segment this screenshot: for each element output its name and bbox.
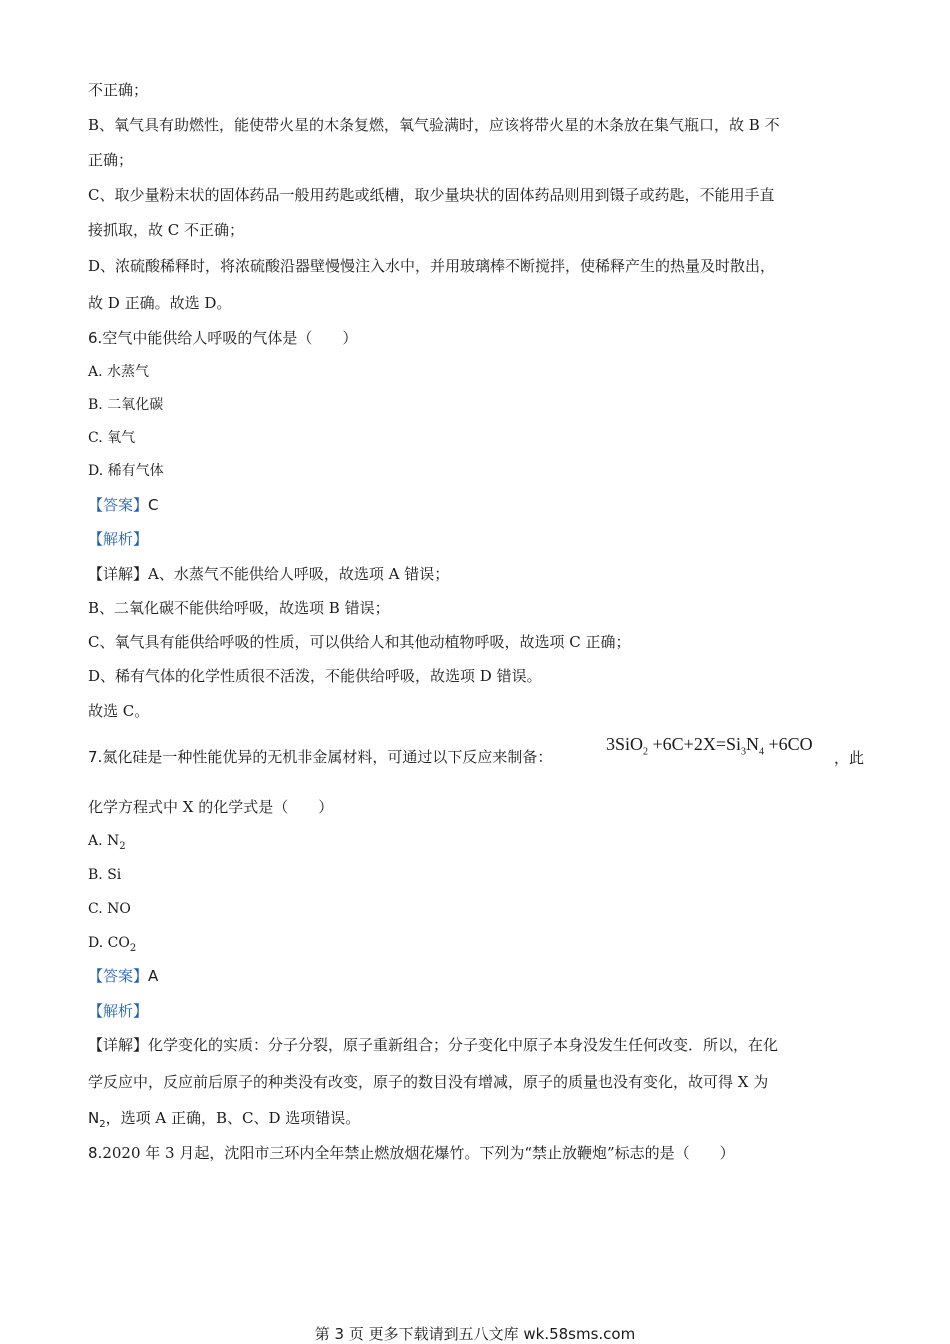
option-a — [88, 831, 126, 857]
question-7-stem-cont: 化学方程式中 X 的化学式是（ ） — [88, 798, 334, 816]
detail-line: B、二氧化碳不能供给呼吸，故选项 B 错误； — [88, 599, 390, 617]
option-c: C. 氧气 — [88, 430, 136, 446]
formula-subscript: 4 — [759, 746, 764, 758]
question-number: 7. — [88, 748, 103, 766]
formula-part: 3SiO — [606, 734, 644, 754]
option-label: A. N — [88, 833, 120, 849]
detail-line — [88, 1035, 778, 1055]
detail-text: 化学变化的实质：分子分裂，原子重新组合；分子变化中原子本身没发生任何改变．所以，在化 — [148, 1036, 779, 1054]
detail-tag: 【详解】 — [88, 1036, 149, 1054]
question-7-stem — [88, 747, 552, 767]
answer-value: A — [148, 967, 159, 985]
detail-line: 学反应中，反应前后原子的种类没有改变，原子的数目没有增减，原子的质量也没有变化，故可得 X 为 — [88, 1073, 769, 1091]
answer-line — [88, 966, 158, 986]
detail-subscript: 2 — [99, 1119, 106, 1130]
option-label: C. NO — [88, 901, 131, 917]
answer-value: C — [148, 496, 159, 514]
text-line: D、浓硫酸稀释时，将浓硫酸沿器壁慢慢注入水中，并用玻璃棒不断搅拌，使稀释产生的热量及时散出， — [88, 257, 776, 275]
text-line: 不正确； — [88, 81, 149, 99]
formula-subscript: 2 — [643, 746, 649, 758]
detail-text: N — [88, 1109, 100, 1127]
chemical-equation — [606, 734, 813, 758]
detail-tag: 【详解】 — [88, 565, 149, 583]
option-d: D. 稀有气体 — [88, 463, 164, 479]
formula-part: +6C+2X=Si — [648, 734, 741, 754]
analysis-label: 【解析】 — [88, 1002, 149, 1020]
detail-text: A、水蒸气不能供给人呼吸，故选项 A 错误； — [148, 565, 450, 583]
detail-line — [88, 564, 449, 584]
formula-part: N — [746, 734, 759, 754]
question-number: 6. — [88, 329, 103, 347]
option-b: B. 二氧化碳 — [88, 397, 164, 413]
answer-tag: 【答案】 — [88, 967, 149, 985]
answer-tag: 【答案】 — [88, 496, 149, 514]
option-subscript: 2 — [129, 942, 137, 954]
question-8-stem — [88, 1143, 735, 1163]
option-label: B. Si — [88, 867, 122, 883]
detail-text: ，选项 A 正确，B、C、D 选项错误。 — [105, 1109, 361, 1127]
text-line: 接抓取，故 C 不正确； — [88, 221, 245, 239]
option-b — [88, 865, 121, 885]
analysis-tag — [88, 529, 148, 549]
formula-part: +6CO — [764, 734, 813, 754]
question-text: 空气中能供给人呼吸的气体是（ ） — [102, 329, 358, 347]
text-line: B、氧气具有助燃性，能使带火星的木条复燃，氧气验满时，应该将带火星的木条放在集气瓶口，故 B 不 — [88, 116, 780, 134]
question-text: 2020 年 3 月起，沈阳市三环内全年禁止燃放烟花爆竹。下列为“禁止放鞭炮”标志的是（ ） — [102, 1144, 735, 1162]
question-number: 8. — [88, 1144, 103, 1162]
detail-line: 故选 C。 — [88, 702, 150, 720]
option-d — [88, 933, 136, 959]
detail-line: C、氧气具有能供给呼吸的性质，可以供给人和其他动植物呼吸，故选项 C 正确； — [88, 633, 631, 651]
detail-line — [88, 1108, 360, 1135]
text-line: 正确； — [88, 151, 134, 169]
answer-line — [88, 495, 159, 515]
page-footer: 第 3 页 更多下载请到五八文库 wk.58sms.com — [314, 1325, 636, 1343]
formula-subscript: 3 — [741, 746, 746, 758]
detail-line: D、稀有气体的化学性质很不活泼，不能供给呼吸，故选项 D 错误。 — [88, 667, 542, 685]
question-6-stem — [88, 328, 357, 348]
analysis-tag — [88, 1001, 148, 1021]
text-line: 故 D 正确。故选 D。 — [88, 294, 232, 312]
analysis-label: 【解析】 — [88, 530, 149, 548]
option-subscript: 2 — [119, 840, 126, 852]
stem-tail: ，此 — [834, 749, 865, 767]
question-text: 氮化硅是一种性能优异的无机非金属材料，可通过以下反应来制备： — [102, 748, 553, 766]
option-a: A. 水蒸气 — [88, 364, 150, 380]
text-line: C、取少量粉末状的固体药品一般用药匙或纸槽，取少量块状的固体药品则用到镊子或药匙，不能用手直 — [88, 186, 775, 204]
option-c — [88, 899, 131, 919]
option-label: D. CO — [88, 935, 130, 951]
